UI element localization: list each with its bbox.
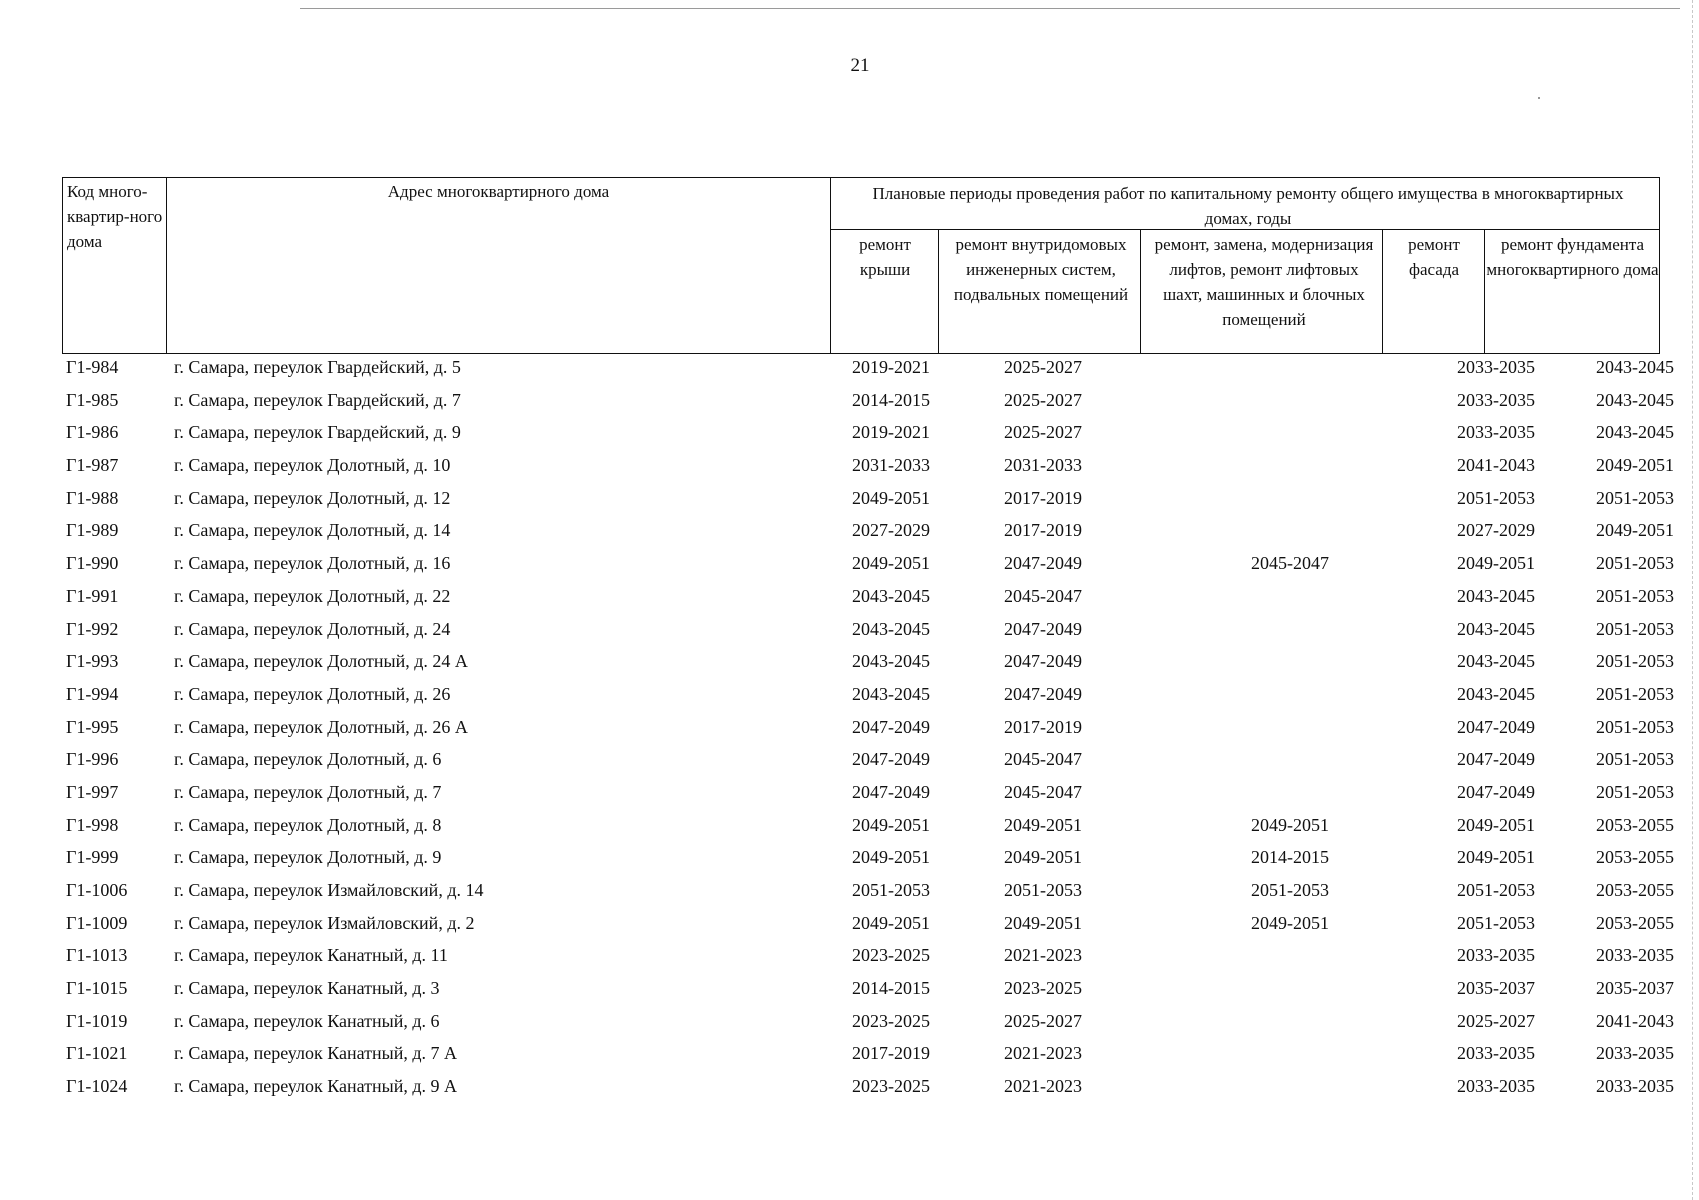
- row-facade-period: 2051-2053: [1457, 487, 1535, 508]
- row-foundation-period: 2033-2035: [1596, 1043, 1674, 1064]
- table-row: [62, 452, 1674, 485]
- row-address: г. Самара, переулок Канатный, д. 9 А: [174, 1076, 457, 1097]
- table-row: [62, 681, 1674, 714]
- row-roof-period: 2043-2045: [852, 683, 930, 704]
- header-roof: ремонт крыши: [859, 235, 911, 279]
- row-code: Г1-991: [66, 585, 119, 606]
- row-address: г. Самара, переулок Канатный, д. 7 А: [174, 1043, 457, 1064]
- row-foundation-period: 2051-2053: [1596, 749, 1674, 770]
- table-row: [62, 485, 1674, 518]
- row-code: Г1-987: [66, 455, 119, 476]
- row-foundation-period: 2049-2051: [1596, 520, 1674, 541]
- row-systems-period: 2017-2019: [1004, 487, 1082, 508]
- row-address: г. Самара, переулок Гвардейский, д. 7: [174, 389, 461, 410]
- table-row: [62, 1040, 1674, 1073]
- header-address: Адрес многоквартирного дома: [387, 182, 610, 201]
- row-roof-period: 2023-2025: [852, 1076, 930, 1097]
- row-roof-period: 2014-2015: [852, 389, 930, 410]
- row-code: Г1-985: [66, 389, 119, 410]
- row-foundation-period: 2049-2051: [1596, 455, 1674, 476]
- row-address: г. Самара, переулок Долотный, д. 10: [174, 455, 451, 476]
- row-lifts-period: 2049-2051: [1251, 814, 1329, 835]
- header-code: Код много-квартир-ного дома: [67, 182, 163, 251]
- row-foundation-period: 2053-2055: [1596, 912, 1674, 933]
- row-foundation-period: 2051-2053: [1596, 618, 1674, 639]
- row-address: г. Самара, переулок Измайловский, д. 2: [174, 912, 475, 933]
- table-row: [62, 779, 1674, 812]
- row-roof-period: 2043-2045: [852, 618, 930, 639]
- scan-edge: [1692, 0, 1693, 1200]
- table-header: [62, 177, 1660, 354]
- row-systems-period: 2047-2049: [1004, 618, 1082, 639]
- row-code: Г1-1006: [66, 880, 128, 900]
- row-code: Г1-1019: [66, 1010, 128, 1031]
- header-systems: ремонт внутридомовых инженерных систем, подвальных помещений: [953, 235, 1129, 304]
- header-foundation: ремонт фундамента многоквартирного дома: [1486, 235, 1659, 279]
- row-systems-period: 2021-2023: [1004, 1076, 1082, 1097]
- row-systems-period: 2049-2051: [1004, 847, 1082, 868]
- row-code: Г1-986: [66, 422, 119, 443]
- row-systems-period: 2045-2047: [1004, 781, 1082, 802]
- row-code: Г1-998: [66, 814, 119, 835]
- page-number: 21: [850, 55, 870, 76]
- row-facade-period: 2049-2051: [1457, 553, 1535, 574]
- row-roof-period: 2017-2019: [852, 1043, 930, 1064]
- row-facade-period: 2025-2027: [1457, 1010, 1535, 1031]
- row-facade-period: 2043-2045: [1457, 585, 1535, 606]
- row-systems-period: 2025-2027: [1004, 357, 1082, 377]
- row-systems-period: 2021-2023: [1004, 1043, 1082, 1064]
- row-code: Г1-992: [66, 618, 119, 639]
- row-facade-period: 2033-2035: [1457, 389, 1535, 410]
- row-roof-period: 2031-2033: [852, 455, 930, 476]
- row-facade-period: 2033-2035: [1457, 1043, 1535, 1064]
- row-roof-period: 2043-2045: [852, 651, 930, 672]
- row-systems-period: 2021-2023: [1004, 945, 1082, 966]
- row-facade-period: 2049-2051: [1457, 814, 1535, 835]
- table-row: [62, 419, 1674, 452]
- row-facade-period: 2033-2035: [1457, 357, 1535, 377]
- row-code: Г1-989: [66, 520, 119, 541]
- row-roof-period: 2049-2051: [852, 487, 930, 508]
- row-roof-period: 2047-2049: [852, 749, 930, 770]
- row-code: Г1-993: [66, 651, 119, 672]
- header-divider: [830, 178, 831, 353]
- row-address: г. Самара, переулок Измайловский, д. 14: [174, 880, 484, 900]
- row-roof-period: 2019-2021: [852, 422, 930, 443]
- row-foundation-period: 2051-2053: [1596, 716, 1674, 737]
- row-code: Г1-984: [66, 357, 119, 377]
- row-address: г. Самара, переулок Гвардейский, д. 5: [174, 357, 461, 377]
- row-foundation-period: 2051-2053: [1596, 553, 1674, 574]
- row-facade-period: 2041-2043: [1457, 455, 1535, 476]
- row-facade-period: 2033-2035: [1457, 1076, 1535, 1097]
- row-facade-period: 2043-2045: [1457, 651, 1535, 672]
- row-foundation-period: 2053-2055: [1596, 880, 1674, 900]
- row-roof-period: 2023-2025: [852, 1010, 930, 1031]
- row-code: Г1-1024: [66, 1076, 128, 1097]
- table-body: [62, 354, 1674, 1106]
- row-facade-period: 2051-2053: [1457, 880, 1535, 900]
- row-address: г. Самара, переулок Долотный, д. 12: [174, 487, 451, 508]
- row-address: г. Самара, переулок Долотный, д. 26 А: [174, 716, 468, 737]
- row-code: Г1-990: [66, 553, 119, 574]
- header-facade: ремонт фасада: [1408, 235, 1460, 279]
- table-row: [62, 616, 1674, 649]
- row-facade-period: 2043-2045: [1457, 618, 1535, 639]
- table-row: [62, 387, 1674, 420]
- row-address: г. Самара, переулок Канатный, д. 3: [174, 978, 440, 999]
- row-address: г. Самара, переулок Долотный, д. 26: [174, 683, 451, 704]
- row-foundation-period: 2051-2053: [1596, 487, 1674, 508]
- table-row: [62, 1073, 1674, 1106]
- scan-speck: [1538, 97, 1540, 99]
- row-address: г. Самара, переулок Долотный, д. 9: [174, 847, 442, 868]
- row-foundation-period: 2043-2045: [1596, 389, 1674, 410]
- row-facade-period: 2043-2045: [1457, 683, 1535, 704]
- row-systems-period: 2047-2049: [1004, 553, 1082, 574]
- row-systems-period: 2025-2027: [1004, 422, 1082, 443]
- row-address: г. Самара, переулок Канатный, д. 11: [174, 945, 448, 966]
- table-row: [62, 714, 1674, 747]
- row-foundation-period: 2033-2035: [1596, 945, 1674, 966]
- row-lifts-period: 2045-2047: [1251, 553, 1329, 574]
- row-systems-period: 2051-2053: [1004, 880, 1082, 900]
- row-foundation-period: 2033-2035: [1596, 1076, 1674, 1097]
- row-roof-period: 2043-2045: [852, 585, 930, 606]
- row-code: Г1-1015: [66, 978, 128, 999]
- row-foundation-period: 2051-2053: [1596, 781, 1674, 802]
- table-row: [62, 1008, 1674, 1041]
- row-roof-period: 2027-2029: [852, 520, 930, 541]
- row-address: г. Самара, переулок Долотный, д. 7: [174, 781, 442, 802]
- row-roof-period: 2019-2021: [852, 357, 930, 377]
- table-row: [62, 746, 1674, 779]
- row-facade-period: 2049-2051: [1457, 847, 1535, 868]
- scan-border-line: [300, 8, 1680, 9]
- row-address: г. Самара, переулок Долотный, д. 8: [174, 814, 442, 835]
- row-code: Г1-988: [66, 487, 119, 508]
- row-lifts-period: 2014-2015: [1251, 847, 1329, 868]
- row-systems-period: 2045-2047: [1004, 585, 1082, 606]
- row-systems-period: 2049-2051: [1004, 912, 1082, 933]
- table-row: [62, 812, 1674, 845]
- row-systems-period: 2017-2019: [1004, 716, 1082, 737]
- row-facade-period: 2047-2049: [1457, 716, 1535, 737]
- row-systems-period: 2031-2033: [1004, 455, 1082, 476]
- row-foundation-period: 2051-2053: [1596, 683, 1674, 704]
- header-lifts: ремонт, замена, модернизация лифтов, ремонт лифтовых шахт, машинных и блочных помещений: [1154, 235, 1374, 329]
- row-lifts-period: 2051-2053: [1251, 880, 1329, 900]
- row-foundation-period: 2043-2045: [1596, 357, 1674, 377]
- table-row: [62, 550, 1674, 583]
- row-code: Г1-999: [66, 847, 119, 868]
- row-systems-period: 2045-2047: [1004, 749, 1082, 770]
- header-divider: [1140, 229, 1141, 353]
- header-divider: [938, 229, 939, 353]
- row-foundation-period: 2053-2055: [1596, 814, 1674, 835]
- row-systems-period: 2017-2019: [1004, 520, 1082, 541]
- row-systems-period: 2025-2027: [1004, 1010, 1082, 1031]
- header-periods: Плановые периоды проведения работ по капитальному ремонту общего имущества в многоквартирных домах, годы: [872, 184, 1624, 228]
- row-code: Г1-996: [66, 749, 119, 770]
- row-systems-period: 2049-2051: [1004, 814, 1082, 835]
- row-systems-period: 2047-2049: [1004, 683, 1082, 704]
- row-roof-period: 2049-2051: [852, 814, 930, 835]
- header-divider: [166, 178, 167, 353]
- row-foundation-period: 2051-2053: [1596, 651, 1674, 672]
- row-facade-period: 2033-2035: [1457, 422, 1535, 443]
- row-address: г. Самара, переулок Долотный, д. 14: [174, 520, 451, 541]
- row-facade-period: 2051-2053: [1457, 912, 1535, 933]
- row-address: г. Самара, переулок Долотный, д. 22: [174, 585, 451, 606]
- row-roof-period: 2014-2015: [852, 978, 930, 999]
- row-foundation-period: 2053-2055: [1596, 847, 1674, 868]
- row-code: Г1-997: [66, 781, 119, 802]
- row-systems-period: 2025-2027: [1004, 389, 1082, 410]
- table-row: [62, 844, 1674, 877]
- row-address: г. Самара, переулок Долотный, д. 16: [174, 553, 451, 574]
- row-address: г. Самара, переулок Долотный, д. 24 А: [174, 651, 468, 672]
- row-foundation-period: 2041-2043: [1596, 1010, 1674, 1031]
- table-row: [62, 975, 1674, 1008]
- row-code: Г1-1021: [66, 1043, 128, 1064]
- row-address: г. Самара, переулок Канатный, д. 6: [174, 1010, 440, 1031]
- row-facade-period: 2047-2049: [1457, 749, 1535, 770]
- row-facade-period: 2027-2029: [1457, 520, 1535, 541]
- row-roof-period: 2051-2053: [852, 880, 930, 900]
- row-code: Г1-994: [66, 683, 119, 704]
- row-roof-period: 2049-2051: [852, 912, 930, 933]
- row-systems-period: 2047-2049: [1004, 651, 1082, 672]
- table-row: [62, 910, 1674, 943]
- row-roof-period: 2049-2051: [852, 847, 930, 868]
- row-facade-period: 2033-2035: [1457, 945, 1535, 966]
- row-address: г. Самара, переулок Долотный, д. 24: [174, 618, 451, 639]
- table-row: [62, 517, 1674, 550]
- row-lifts-period: 2049-2051: [1251, 912, 1329, 933]
- row-foundation-period: 2051-2053: [1596, 585, 1674, 606]
- row-roof-period: 2047-2049: [852, 716, 930, 737]
- header-divider: [1382, 229, 1383, 353]
- table-row: [62, 354, 1674, 387]
- row-code: Г1-995: [66, 716, 119, 737]
- row-address: г. Самара, переулок Долотный, д. 6: [174, 749, 442, 770]
- row-roof-period: 2049-2051: [852, 553, 930, 574]
- row-address: г. Самара, переулок Гвардейский, д. 9: [174, 422, 461, 443]
- row-systems-period: 2023-2025: [1004, 978, 1082, 999]
- row-roof-period: 2047-2049: [852, 781, 930, 802]
- row-code: Г1-1009: [66, 912, 128, 933]
- row-foundation-period: 2043-2045: [1596, 422, 1674, 443]
- row-roof-period: 2023-2025: [852, 945, 930, 966]
- table-row: [62, 583, 1674, 616]
- row-foundation-period: 2035-2037: [1596, 978, 1674, 999]
- row-facade-period: 2035-2037: [1457, 978, 1535, 999]
- table-row: [62, 942, 1674, 975]
- table-row: [62, 648, 1674, 681]
- table-row: [62, 877, 1674, 910]
- row-facade-period: 2047-2049: [1457, 781, 1535, 802]
- row-code: Г1-1013: [66, 945, 128, 966]
